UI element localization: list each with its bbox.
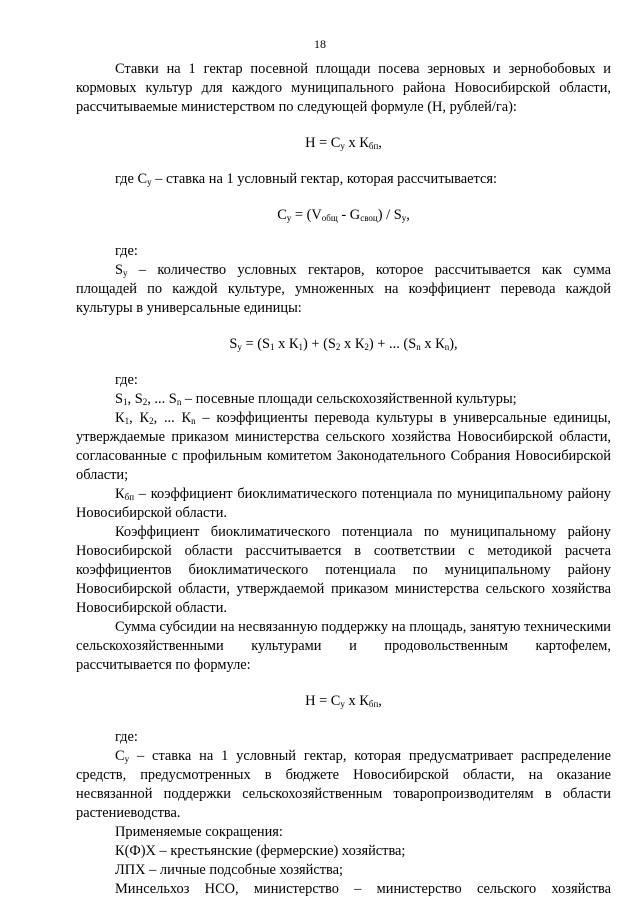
- where-label: где:: [115, 372, 138, 388]
- formula-cy: $С_у = (V_{общ} - G_{своц}) / S_у$,: [277, 207, 410, 223]
- paragraph-cy-distribution: $С_у$ – ставка на 1 условный гектар, которая предусматривает распределение средств, предусмотренных в бюджете Новосибирской области, на оказание несвязанной поддержки сельскохозяйственным товаропроизводителям в области растениеводства.: [76, 748, 611, 821]
- formula-sy: $S_у = (S_1$ х $К_1) + (S_2$ х $К_2$) + ... ($S_n$ х $К_n$),: [229, 336, 458, 352]
- paragraph-abbrev-lph: ЛПХ – личные подсобные хозяйства;: [115, 862, 343, 878]
- paragraph-abbreviations-heading: Применяемые сокращения:: [115, 824, 283, 840]
- paragraph-abbrev-ministry: Минсельхоз НСО, министерство – министерство сельского хозяйства: [115, 881, 611, 897]
- paragraph-rates-intro: Ставки на 1 гектар посевной площади посева зерновых и зернобобовых и кормовых культур для каждого муниципального района Новосибирской области, рассчитываемые министерством по следующей формуле (Н, рублей/га):: [76, 61, 611, 115]
- paragraph-sy-definition: $S_у$ – количество условных гектаров, которое рассчитывается как сумма площадей по каждой культуре, умноженных на коэффициент перевода каждой культуры в универсальные единицы:: [76, 262, 611, 316]
- paragraph-kbp-definition: $К_{бп}$ – коэффициент биоклиматического потенциала по муниципальному району Новосибирской области.: [76, 486, 611, 521]
- where-label: где:: [115, 243, 138, 259]
- paragraph-kbp-method: Коэффициент биоклиматического потенциала по муниципальному району Новосибирской области рассчитывается в соответствии с методикой расчета коэффициентов биоклиматического потенциала по муниципальному району Новосибирской области, утверждаемой приказом министерства сельского хозяйства Новосибирской области.: [76, 524, 611, 616]
- formula-rate: $Н = С_у$ х $К_{бп}$,: [305, 135, 382, 151]
- formula-subsidy: $Н = С_у$ х $К_{бп}$,: [305, 693, 382, 709]
- document-body: [76, 60, 611, 918]
- paragraph-abbrev-kfh: К(Ф)Х – крестьянские (фермерские) хозяйства;: [115, 843, 406, 859]
- page-number: 18: [314, 37, 326, 51]
- paragraph-cy-definition: где $С_у$ – ставка на 1 условный гектар, которая рассчитывается:: [115, 171, 497, 187]
- where-label: где:: [115, 729, 138, 745]
- paragraph-s-areas: $S_1$, $S_2$, ... $S_n$ – посевные площади сельскохозяйственной культуры;: [115, 391, 517, 407]
- paragraph-subsidy-sum: Сумма субсидии на несвязанную поддержку на площадь, занятую техническими сельскохозяйственными культурами и продовольственным картофелем, рассчитывается по формуле:: [76, 619, 611, 673]
- paragraph-k-coefficients: $К_1$, $К_2$, ... $К_n$ – коэффициенты перевода культуры в универсальные единицы, утверждаемые приказом министерства сельского хозяйства Новосибирской области, согласованные с профильным комитетом Законодательного Собрания Новосибирской области;: [76, 410, 612, 483]
